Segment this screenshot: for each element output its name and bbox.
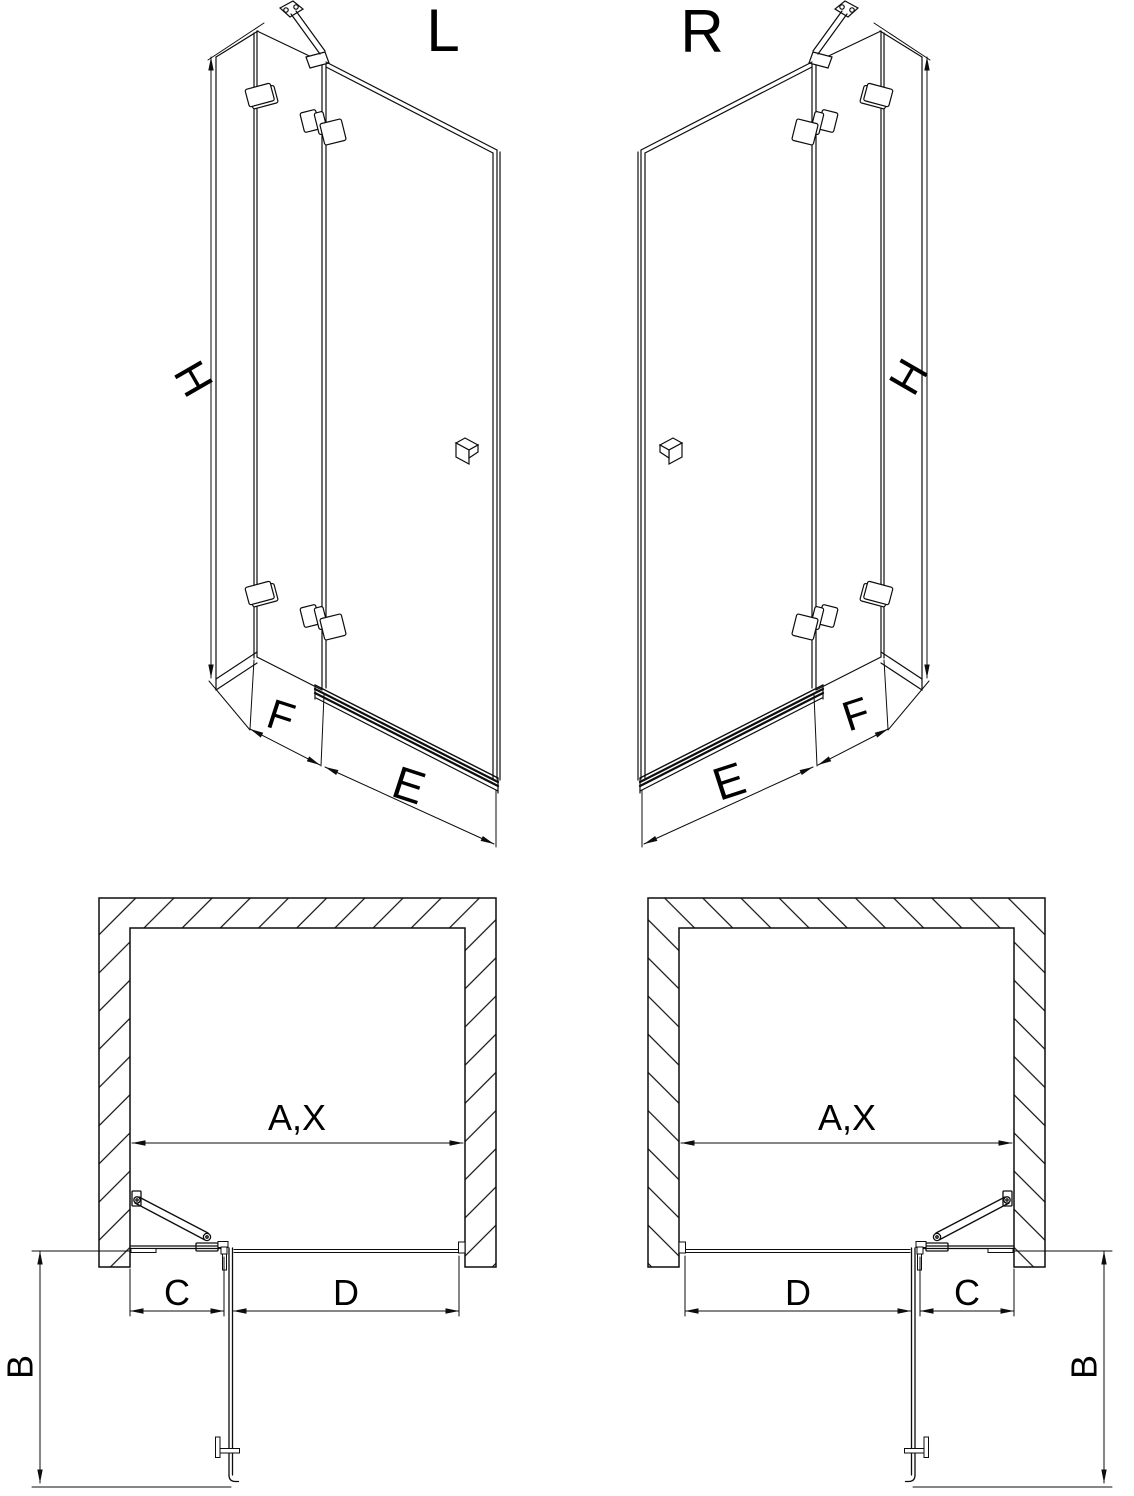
label-AX-right-plan: A,X: [817, 1097, 877, 1138]
label-D-left-plan: D: [333, 1272, 359, 1313]
label-E-left: E: [386, 755, 432, 815]
label-E-right: E: [706, 751, 752, 811]
isometric-view-right: [638, 1, 930, 847]
plan-view-right: [648, 898, 1112, 1487]
title-left-version: L: [426, 0, 460, 64]
label-H-left: H: [163, 352, 223, 406]
plan-view-left: [32, 898, 496, 1487]
label-C-right-plan: C: [954, 1272, 980, 1313]
label-F-left: F: [261, 689, 301, 743]
label-B-right-plan: B: [1063, 1354, 1105, 1380]
title-right-version: R: [680, 0, 724, 65]
label-C-left-plan: C: [164, 1272, 190, 1313]
label-AX-left-plan: A,X: [267, 1097, 327, 1138]
isometric-view-left: [208, 1, 500, 847]
label-H-right: H: [879, 350, 939, 404]
label-D-right-plan: D: [785, 1272, 811, 1313]
label-F-right: F: [836, 687, 876, 741]
label-B-left-plan: B: [0, 1354, 41, 1380]
